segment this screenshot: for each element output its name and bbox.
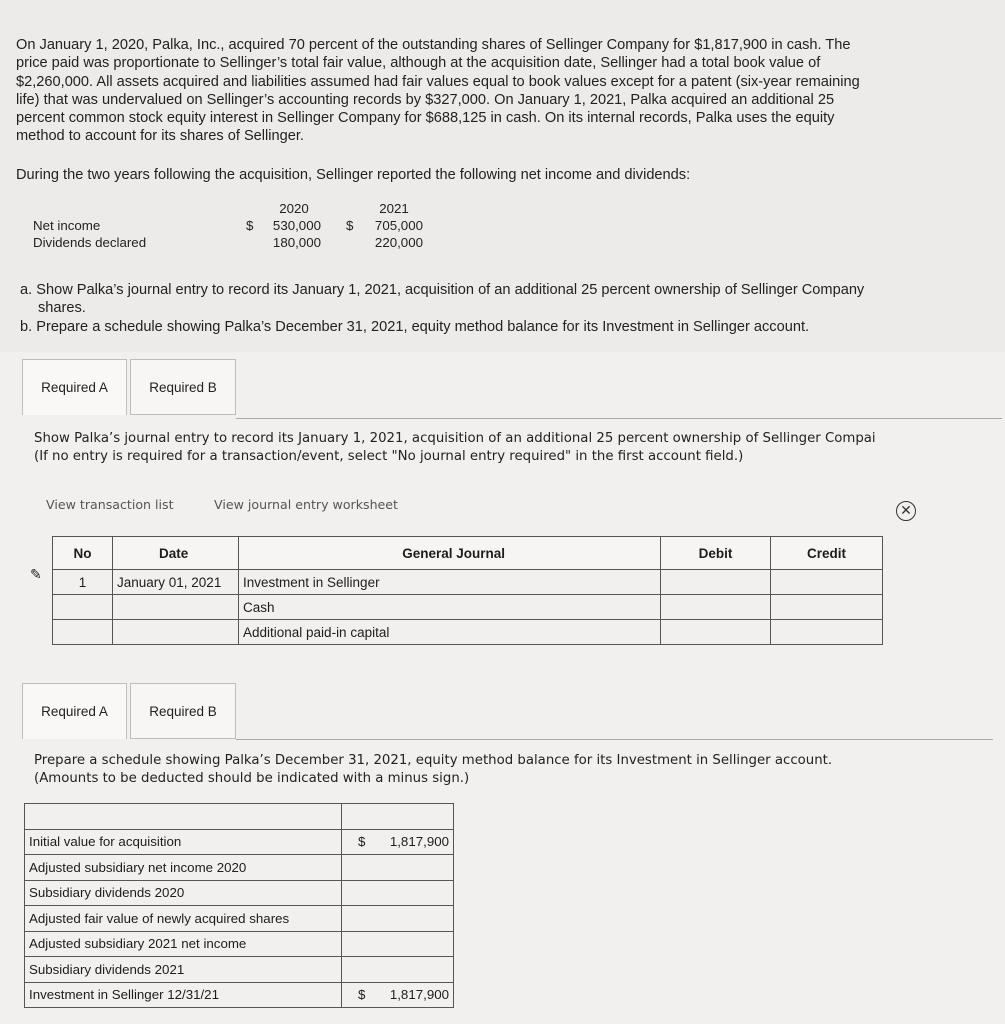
amount-field[interactable] [342,855,454,881]
currency-symbol: $ [346,218,354,233]
problem-line: On January 1, 2020, Palka, Inc., acquired 70 percent of the outstanding shares of Sellinger Company for $1,817,900 in cash. The [16,37,851,53]
account-field[interactable]: Investment in Sellinger [239,570,661,595]
schedule-row [25,931,454,957]
row-label: Dividends declared [33,235,147,250]
instruction-line: (If no entry is required for a transaction/event, select "No journal entry required" in the first account field.) [34,449,744,464]
entry-date [113,595,239,620]
schedule-row [25,880,454,906]
instruction-line: Prepare a schedule showing Palka’s December 31, 2021, equity method balance for its Investment in Sellinger account. [34,753,833,768]
amount-value: 1,817,900 [389,987,449,1003]
amount-field[interactable] [342,957,454,983]
entry-no [53,595,113,620]
debit-field[interactable] [661,570,771,595]
schedule-label: Adjusted fair value of newly acquired shares [25,906,342,932]
header-blank [25,804,342,830]
instruction-line: (Amounts to be deducted should be indicated with a minus sign.) [34,771,470,786]
problem-line: $2,260,000. All assets acquired and liabilities assumed had fair values equal to book values except for a patent (six-year remaining [16,73,860,90]
amount-field[interactable] [342,906,454,932]
journal-row [53,595,883,620]
amount-total [342,982,454,1008]
schedule-label: Adjusted subsidiary net income 2020 [25,855,342,881]
credit-field[interactable] [771,595,883,620]
header-blank [342,804,454,830]
currency-symbol: $ [246,218,254,233]
schedule-header-row [25,804,454,830]
value-2021: 220,000 [374,235,423,250]
problem-statement [16,36,956,146]
amount-field[interactable] [342,931,454,957]
journal-header-row [53,537,883,570]
header-date: Date [113,537,239,570]
credit-field[interactable] [771,570,883,595]
question-b: b. Prepare a schedule showing Palka’s December 31, 2021, equity method balance for its Investment in Sellinger account. [20,319,810,335]
schedule-label: Investment in Sellinger 12/31/21 [25,982,342,1008]
value-2020: 180,000 [272,235,321,250]
journal-row [53,620,883,645]
header-no: No [53,537,113,570]
problem-line: life) that was undervalued on Sellinger’s accounting records by $327,000. On January 1, 2021, Palka acquired an additional 25 [16,91,835,108]
entry-date: January 01, 2021 [113,570,239,595]
credit-field[interactable] [771,620,883,645]
schedule-label: Adjusted subsidiary 2021 net income [25,931,342,957]
schedule-row [25,906,454,932]
value-2020: 530,000 [272,218,321,233]
pencil-icon[interactable]: ✎ [30,566,42,582]
value-2021: 705,000 [374,218,423,233]
currency-symbol: $ [358,834,366,850]
schedule-row [25,957,454,983]
entry-date [113,620,239,645]
part-b-instructions [34,752,832,788]
header-debit: Debit [661,537,771,570]
question-a-line: a. Show Palka’s journal entry to record its January 1, 2021, acquisition of an additional 25 percent ownership of Sellinger Company [20,282,865,298]
tab-divider [236,739,993,740]
year-header-2020: 2020 [279,201,309,216]
schedule-row [25,982,454,1008]
amount-field[interactable] [342,829,454,855]
part-a-instructions [34,430,876,466]
question-a [20,281,864,317]
tab-required-a[interactable]: Required A [22,683,127,739]
schedule-row [25,829,454,855]
debit-field[interactable] [661,620,771,645]
entry-no: 1 [53,570,113,595]
year-header-2021: 2021 [379,201,409,216]
problem-line: method to account for its shares of Sellinger. [16,128,304,145]
equity-schedule-table [24,803,454,1008]
tab-divider [236,418,1002,419]
header-credit: Credit [771,537,883,570]
row-label: Net income [33,218,101,233]
account-field[interactable]: Additional paid-in capital [239,620,661,645]
tab-required-b[interactable]: Required B [130,683,236,739]
problem-line: price paid was proportionate to Sellinger’s total fair value, although at the acquisition date, Sellinger had a total book value of [16,55,821,72]
question-a-line: shares. [38,300,86,316]
problem-line: percent common stock equity interest in Sellinger Company for $688,125 in cash. On its internal records, Palka uses the equity [16,110,835,127]
close-icon[interactable]: ✕ [896,501,916,521]
schedule-row [25,855,454,881]
view-journal-worksheet-link[interactable]: View journal entry worksheet [214,497,398,512]
amount-field[interactable] [342,880,454,906]
amount-value: 1,817,900 [389,834,449,850]
instruction-line: Show Palka’s journal entry to record its January 1, 2021, acquisition of an additional 25 percent ownership of Sellinger Compai [34,431,876,446]
journal-table [52,536,883,645]
journal-row [53,570,883,595]
currency-symbol: $ [358,987,366,1003]
debit-field[interactable] [661,595,771,620]
schedule-label: Initial value for acquisition [25,829,342,855]
schedule-label: Subsidiary dividends 2021 [25,957,342,983]
schedule-label: Subsidiary dividends 2020 [25,880,342,906]
tab-required-b[interactable]: Required B [130,359,236,415]
intro-text: During the two years following the acquisition, Sellinger reported the following net income and dividends: [16,167,691,183]
tab-required-a[interactable]: Required A [22,359,127,415]
entry-no [53,620,113,645]
account-field[interactable]: Cash [239,595,661,620]
header-general-journal: General Journal [239,537,661,570]
view-transaction-list-link[interactable]: View transaction list [46,497,174,512]
